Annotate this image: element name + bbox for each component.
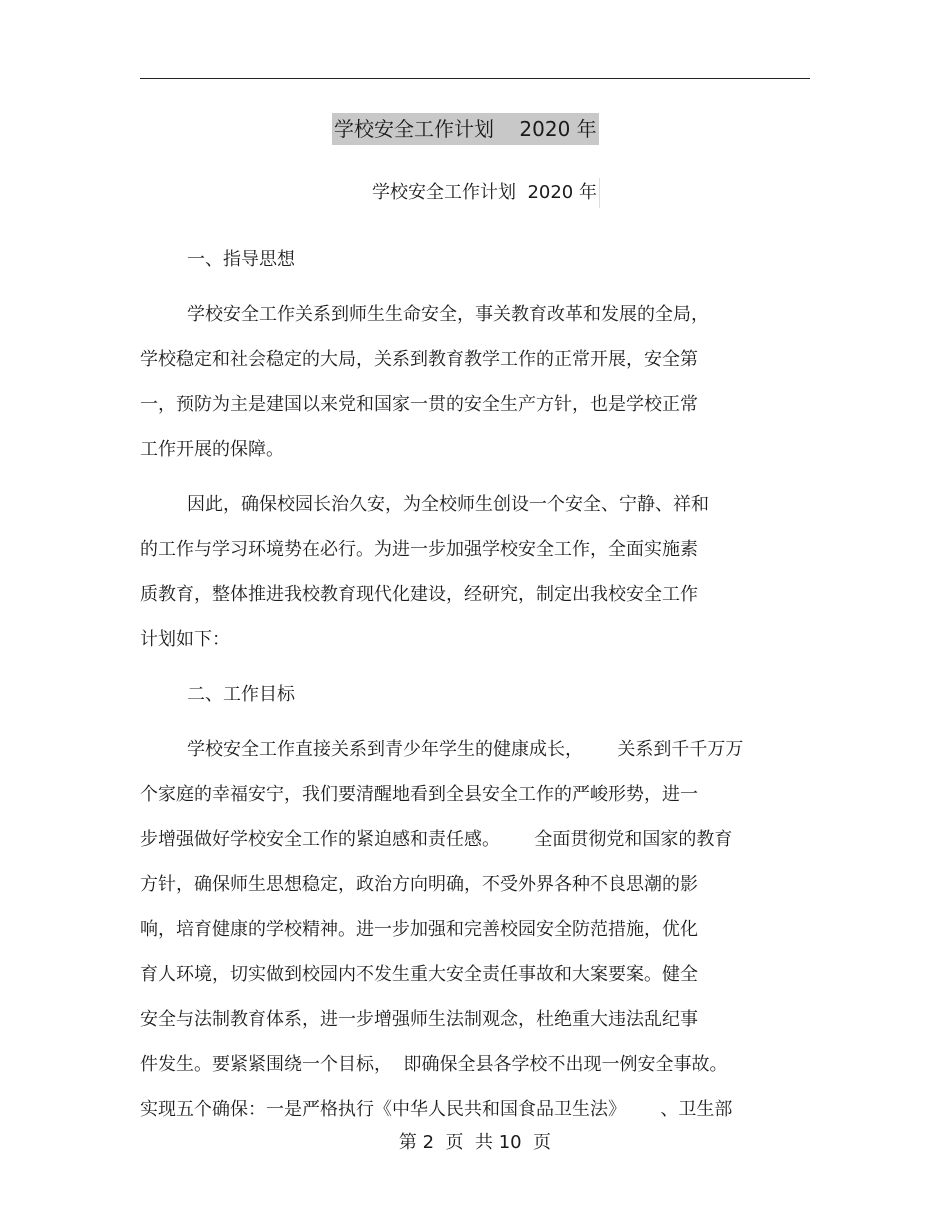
paragraph-line: 个家庭的幸福安宁，我们要清醒地看到全县安全工作的严峻形势，进一 — [140, 784, 698, 805]
paragraph-line: 安全与法制教育体系，进一步增强师生法制观念，杜绝重大违法乱纪事 — [140, 1009, 698, 1030]
paragraph-line: 的工作与学习环境势在必行。为进一步加强学校安全工作，全面实施素 — [140, 539, 698, 560]
document-subtitle: 学校安全工作计划 2020 年 — [372, 178, 600, 208]
document-title: 学校安全工作计划 2020 年 — [332, 113, 599, 145]
paragraph-line: 响，培育健康的学校精神。进一步加强和完善校园安全防范措施，优化 — [140, 919, 698, 940]
paragraph-line: 质教育，整体推进我校教育现代化建设，经研究，制定出我校安全工作 — [140, 584, 698, 605]
paragraph — [140, 295, 810, 475]
paragraph-line: 育人环境，切实做到校园内不发生重大安全责任事故和大案要案。健全 — [140, 964, 698, 985]
page-number-footer: 第 2 页 共 10 页 — [398, 1132, 552, 1153]
section-heading-work-goals: 二、工作目标 — [187, 684, 295, 705]
paragraph-line: 学校稳定和社会稳定的大局，关系到教育教学工作的正常开展，安全第 — [140, 349, 698, 370]
paragraph-line: 件发生。要紧紧围绕一个目标， 即确保全县各学校不出现一例安全事故。 — [140, 1054, 728, 1075]
paragraph-line: 学校安全工作直接关系到青少年学生的健康成长， 关系到千千万万 — [187, 739, 744, 760]
section-heading-guiding-ideology: 一、指导思想 — [187, 249, 295, 270]
document-body — [140, 240, 810, 1135]
paragraph-line: 一，预防为主是建国以来党和国家一贯的安全生产方针，也是学校正常 — [140, 394, 698, 415]
header-rule — [140, 78, 810, 79]
paragraph-line: 学校安全工作关系到师生生命安全，事关教育改革和发展的全局， — [187, 304, 709, 325]
paragraph — [140, 730, 810, 1135]
paragraph — [140, 485, 810, 665]
paragraph-line: 实现五个确保：一是严格执行《中华人民共和国食品卫生法》 、卫生部 — [140, 1099, 733, 1120]
paragraph-line: 工作开展的保障。 — [140, 439, 284, 460]
paragraph-line: 因此，确保校园长治久安，为全校师生创设一个安全、宁静、祥和 — [187, 494, 709, 515]
paragraph-line: 方针，确保师生思想稳定，政治方向明确，不受外界各种不良思潮的影 — [140, 874, 698, 895]
paragraph-line: 步增强做好学校安全工作的紧迫感和责任感。 全面贯彻党和国家的教育 — [140, 829, 733, 850]
paragraph-line: 计划如下： — [140, 629, 230, 650]
